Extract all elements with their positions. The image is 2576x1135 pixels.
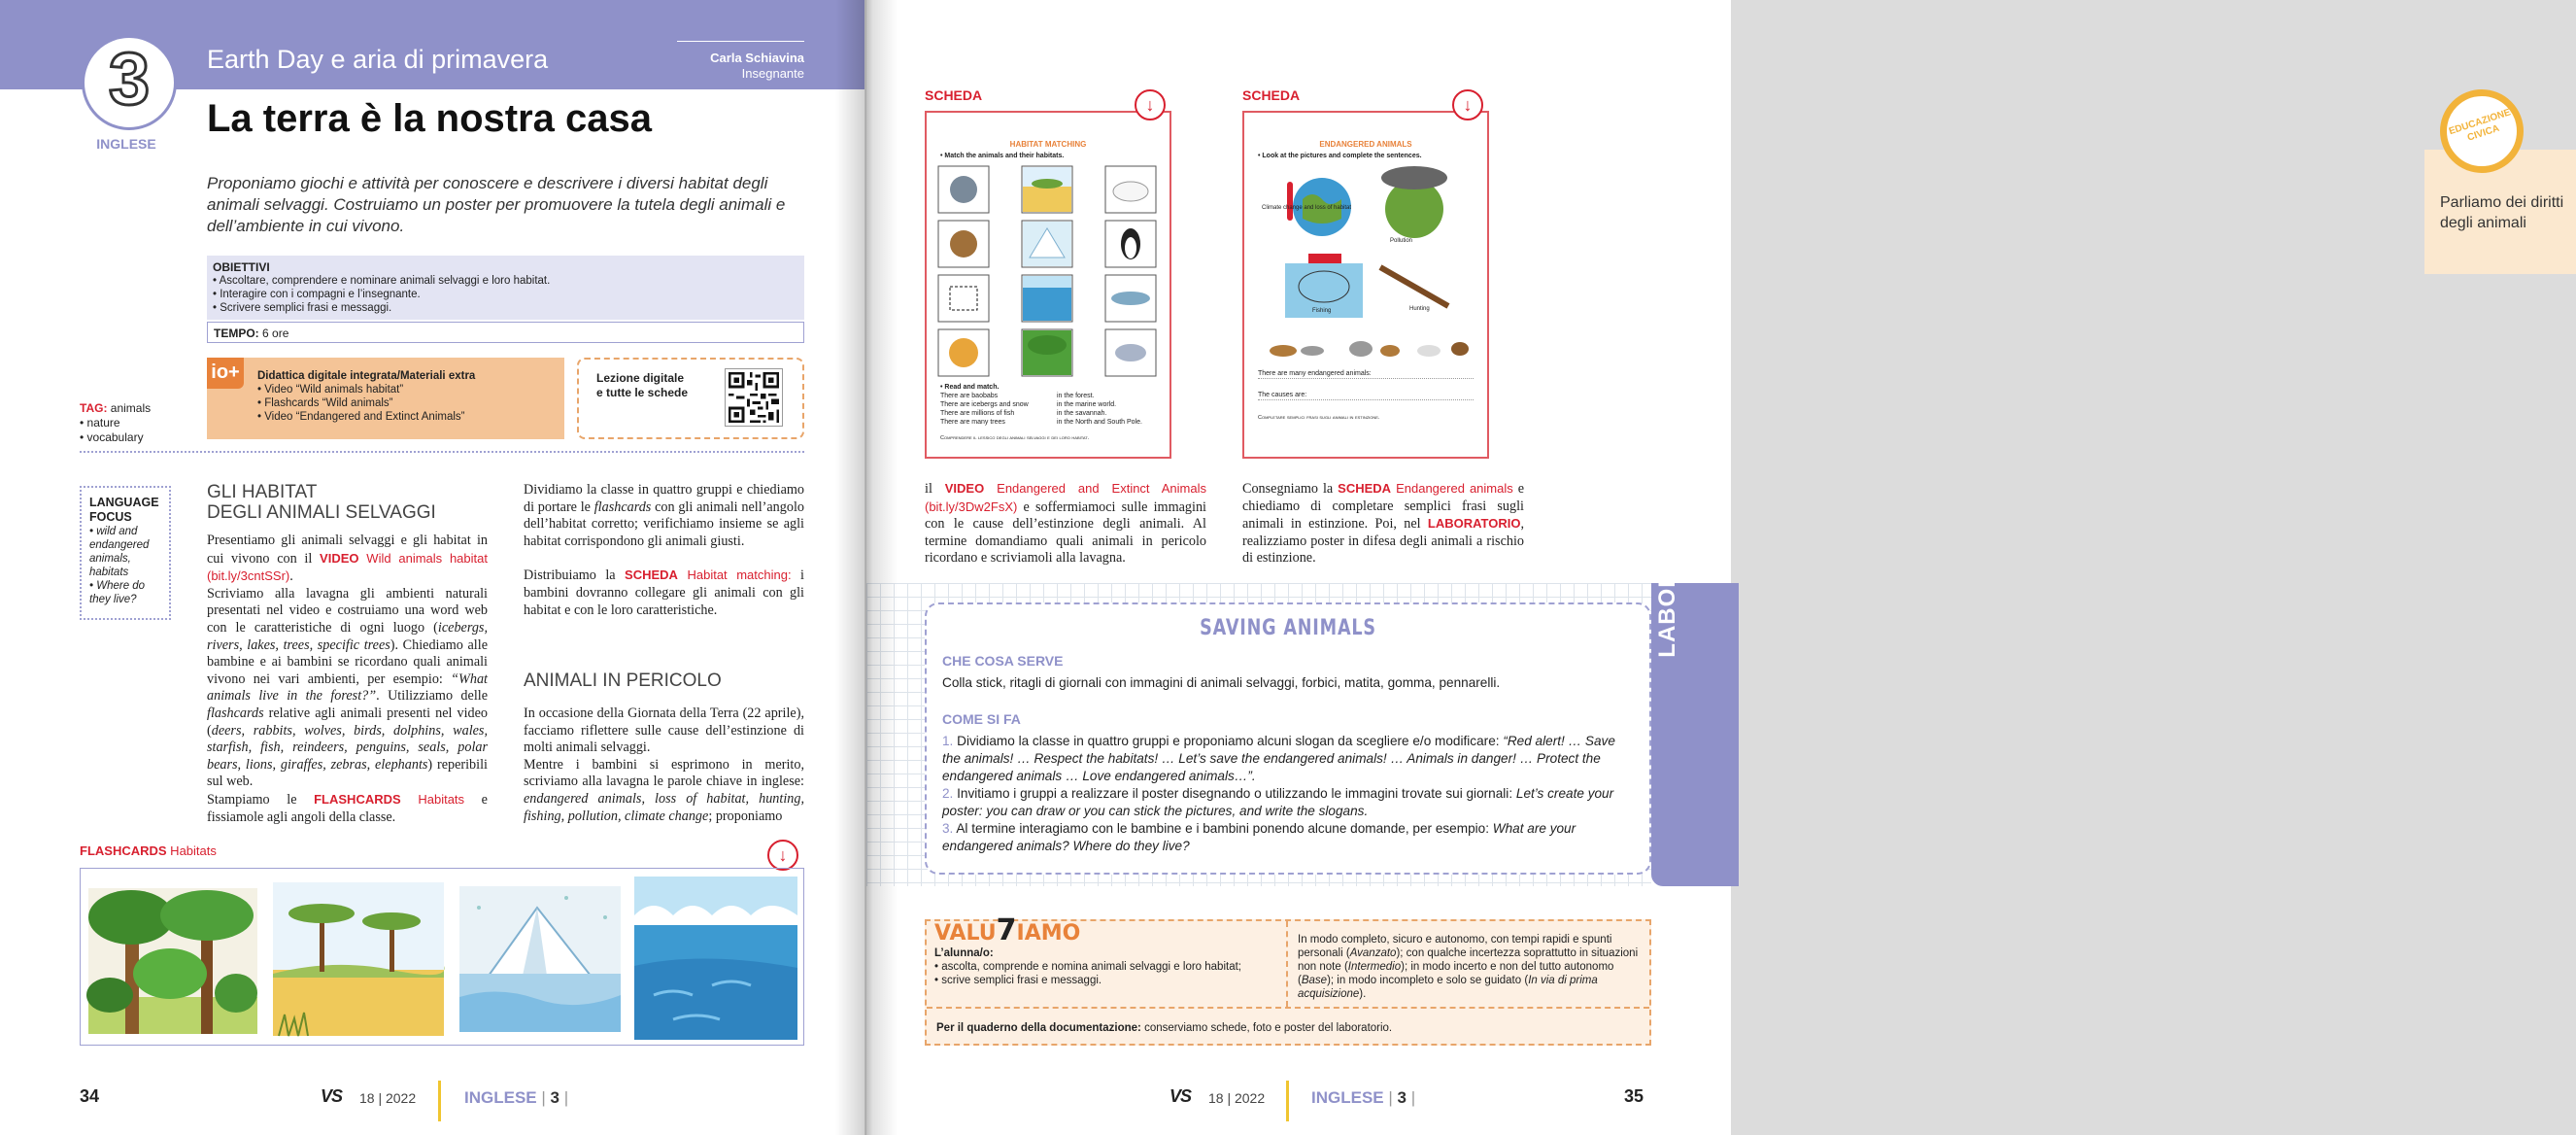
valutiamo-hdivider (927, 1007, 1649, 1009)
worksheet-endangered-animals[interactable] (1242, 111, 1489, 459)
flashcards-label: FLASHCARDS Habitats (80, 843, 217, 858)
worksheet-title: ENDANGERED ANIMALS (1319, 140, 1412, 149)
footer-divider (1286, 1081, 1289, 1121)
section-divider (80, 451, 804, 453)
qr-code-icon[interactable] (725, 368, 783, 427)
worksheet-line: The causes are: (1258, 391, 1474, 400)
worksheet-footer: Completare semplici frasi sugli animali in estinzione. (1258, 415, 1380, 421)
subject-label: INGLESE (96, 136, 156, 152)
io-plus-badge: io+ (207, 358, 244, 389)
endangered-causes-illustration (1244, 160, 1487, 355)
paragraph: Distribuiamo la SCHEDA Habitat matching: i bambini dovranno collegare gli animali con gli habitat e con le loro caratteristiche. (524, 568, 804, 618)
paragraph: Dividiamo la classe in quattro gruppi e chiediamo di portare le flashcards con gli animali nell’angolo dell’habitat corretto; verifichiamo insieme se agli habitat corrispondono gli animali giusti. (524, 482, 804, 549)
savannah-habitat-image (273, 882, 445, 1036)
footer-divider (438, 1081, 441, 1121)
marine-habitat-image (634, 877, 797, 1040)
download-icon[interactable]: ↓ (1135, 89, 1166, 120)
lab-step: 1. Dividiamo la classe in quattro gruppi e proponiamo alcuni slogan da scegliere e/o modificare: “Red alert! … Save the animals! … Respect the habitats! … Let’s save the endangered animals! … Animals in danger! … Protect the endangered animals … Love endangered animals…”. (942, 734, 1615, 783)
valutiamo-item: • ascolta, comprende e nomina animali selvaggi e loro habitat; (934, 961, 1241, 973)
author (670, 51, 804, 82)
body-column-1 (207, 533, 488, 826)
author-name: Carla Schiavina (710, 51, 804, 65)
lead-paragraph: Proponiamo giochi e attività per conoscere e descrivere i diversi habitat degli animali selvaggi. Costruiamo un poster per promuovere la tutela degli animali e dell’ambiente in cui vivono. (207, 174, 786, 235)
section-heading-habitat (207, 482, 436, 523)
author-role: Insegnante (741, 66, 804, 81)
digital-heading: Didattica digitale integrata/Materiali extra (257, 370, 476, 382)
author-divider (677, 41, 804, 42)
serve-text: Colla stick, ritagli di giornali con immagini di animali selvaggi, forbici, matita, gomma, pennarelli. (942, 675, 1501, 690)
digital-item: • Video “Wild animals habitat” (257, 384, 404, 396)
polar-habitat-image (459, 886, 621, 1032)
valutiamo-logo: VALU7IAMO (934, 913, 1081, 947)
tag-item: • nature (80, 416, 120, 430)
lab-step: 3. Al termine interagiamo con le bambine e i bambini ponendo alcune domande, per esempio: What are your endangered animals? Where do they live? (942, 821, 1576, 853)
tag-item: animals (110, 401, 152, 415)
footer-issue: 18 | 2022 (359, 1090, 417, 1106)
come-heading: COME SI FA (942, 711, 1021, 727)
objective-item: • Scrivere semplici frasi e messaggi. (213, 302, 392, 314)
footer-subject: INGLESE | 3 | (1311, 1088, 1416, 1107)
kicker-title: Earth Day e aria di primavera (207, 45, 549, 74)
scheda-label-2: SCHEDA (1242, 87, 1301, 103)
worksheet-title: HABITAT MATCHING (1009, 140, 1087, 149)
habitat-flashcards-illustration (81, 869, 805, 1047)
tempo-box (207, 322, 804, 343)
tag-item: • vocabulary (80, 430, 144, 444)
lezione-line-1: Lezione digitale (596, 371, 685, 385)
body-column-2b (524, 705, 804, 825)
worksheet-caption: Hunting (1409, 306, 1430, 312)
worksheet-instruction: • Look at the pictures and complete the sentences. (1258, 153, 1422, 159)
tempo-value: 6 ore (262, 327, 289, 340)
digital-materials-text (257, 369, 559, 424)
lab-steps (942, 733, 1634, 855)
video-url[interactable]: (bit.ly/3Dw2FsX) (925, 499, 1018, 514)
digital-item: • Flashcards “Wild animals” (257, 397, 393, 409)
language-focus-heading: LANGUAGE FOCUS (89, 496, 159, 524)
paragraph: In occasione della Giornata della Terra (22 aprile), facciamo riflettere sulle cause dell’estinzione di molti animali selvaggi. (524, 705, 804, 756)
section-heading-line: DEGLI ANIMALI SELVAGGI (207, 502, 436, 523)
worksheet-line: There are many endangered animals: (1258, 369, 1474, 379)
worksheet-caption: Fishing (1312, 308, 1332, 314)
worksheet-habitat-matching[interactable] (925, 111, 1171, 459)
worksheet-sentences: There are baobabs in the forest. There are icebergs and snow in the marine world. There are millions of fish in the savannah. There are many trees in the North and South Pole. (940, 393, 1142, 426)
flashcards-box (80, 868, 804, 1046)
worksheet-instruction: • Match the animals and their habitats. (940, 153, 1065, 159)
section-heading-pericolo: ANIMALI IN PERICOLO (524, 671, 722, 691)
tags (80, 401, 151, 445)
footer-subject: INGLESE | 3 | (464, 1088, 569, 1107)
serve-heading: CHE COSA SERVE (942, 653, 1064, 669)
lab-tab-label: LABORATORIO (1654, 475, 1680, 658)
download-icon[interactable]: ↓ (1452, 89, 1483, 120)
objective-item: • Interagire con i compagni e l’insegnante. (213, 289, 421, 300)
book-gutter (835, 0, 898, 1135)
tag-label: TAG: (80, 401, 108, 415)
lezione-line-2: e tutte le schede (596, 386, 689, 399)
language-focus-box (80, 486, 171, 620)
text-video-endangered: il VIDEO Endangered and Extinct Animals (bit.ly/3Dw2FsX) e soffermiamoci sulle immagini con le cause dell’estinzione degli animali. Al termine domandiamo quali animali in pericolo ricordano e scriviamoli alla lavagna. (925, 481, 1206, 567)
civic-badge-text: EDUCAZIONE CIVICA (2447, 107, 2513, 144)
video-link[interactable]: Endangered and Extinct Animals (984, 481, 1206, 496)
footer-issue: 18 | 2022 (1208, 1090, 1266, 1106)
left-page (0, 0, 864, 1135)
objectives-box (207, 256, 804, 320)
unit-number: 3 (108, 38, 151, 120)
lab-title: SAVING ANIMALS (1200, 616, 1376, 640)
text-scheda-endangered: Consegniamo la SCHEDA Endangered animals e chiediamo di completare semplici frasi sugli animali in estinzione. Poi, nel LABORATORIO, realizziamo poster in difesa degli animali a rischio di estinzione. (1242, 481, 1524, 567)
paragraph: Mentre i bambini si esprimono in merito, scriviamo alla lavagna le parole chiave in inglese: endangered animals, loss of habitat, hunting, fishing, pollution, climate change; proponiamo (524, 756, 804, 824)
page-title: La terra è la nostra casa (207, 97, 653, 140)
video-url[interactable]: (bit.ly/3cntSSr) (207, 568, 290, 584)
video-link[interactable]: Wild animals habitat (358, 550, 488, 566)
tempo-label: TEMPO: (214, 327, 259, 340)
valutiamo-divider (1286, 921, 1288, 1007)
download-icon[interactable]: ↓ (767, 840, 798, 871)
objectives-heading: OBIETTIVI (213, 260, 270, 274)
objective-item: • Ascoltare, comprendere e nominare animali selvaggi e loro habitat. (213, 275, 551, 287)
valutiamo-heading: L’alunna/o: (934, 947, 994, 959)
lezione-digitale-label (596, 371, 688, 400)
worksheet-caption: Pollution (1390, 238, 1413, 244)
paragraph: Presentiamo gli animali selvaggi e gli habitat in cui vivono con il VIDEO Wild animals habitat (bit.ly/3cntSSr). (207, 533, 488, 585)
forest-habitat-image (86, 888, 257, 1034)
civic-text: Parliamo dei diritti degli animali (2440, 194, 2564, 231)
scheda-label-1: SCHEDA (925, 87, 983, 103)
valutiamo-objectives (934, 946, 1284, 987)
worksheet-caption: Climate change and loss of habitat (1262, 205, 1352, 211)
valutiamo-item: • scrive semplici frasi e messaggi. (934, 975, 1102, 986)
vs-logo: VS (321, 1086, 343, 1106)
valutiamo-levels: In modo completo, sicuro e autonomo, con tempi rapidi e spunti personali (Avanzato); con qualche incertezza soprattutto in situazioni non note (Intermedio); in modo incerto e non del tutto autonomo (Base); in modo incompleto e solo se guidato (In via di prima acquisizione). (1298, 934, 1639, 1000)
section-heading-line: GLI HABITAT (207, 482, 318, 502)
page-number: 35 (1624, 1086, 1644, 1106)
language-focus-item: • Where do they live? (89, 580, 146, 605)
language-focus-item: • wild and endangered animals, habitats (89, 526, 150, 578)
body-column-2 (524, 482, 804, 619)
paragraph: Stampiamo le FLASHCARDS Habitats e fissiamole agli angoli della classe. (207, 791, 488, 825)
digital-item: • Video “Endangered and Extinct Animals” (257, 411, 465, 423)
lab-step: 2. Invitiamo i gruppi a realizzare il poster disegnando o utilizzando le immagini trovate sui giornali: Let’s create your poster: you can draw or you can stick the pictures, and write the slogans. (942, 786, 1614, 818)
worksheet-footer: Comprendere il lessico degli animali selvaggi e dei loro habitat. (940, 435, 1090, 441)
matching-grid-illustration (927, 160, 1169, 374)
worksheet-subheading: • Read and match. (940, 384, 1000, 391)
page-number: 34 (80, 1086, 100, 1106)
paragraph: Scriviamo alla lavagna gli ambienti naturali presentati nel video e costruiamo una word web con le caratteristiche di ogni luogo (icebergs, rivers, lakes, trees, specific trees). Chiediamo alle bambine e ai bambini se ricordano quali animali vivono nei vari ambienti, per esempio: “What animals live in the forest?”. Utilizziamo delle flashcards relative agli animali presenti nel video (deers, rabbits, wolves, birds, dolphins, wales, starfish, fish, reindeers, penguins, seals, polar bears, lions, giraffes, zebras, elephants) reperibili sul web. (207, 585, 488, 790)
valutiamo-footnote: Per il quaderno della documentazione: conserviamo schede, foto e poster del laboratorio. (936, 1022, 1393, 1034)
vs-logo: VS (1169, 1086, 1192, 1106)
